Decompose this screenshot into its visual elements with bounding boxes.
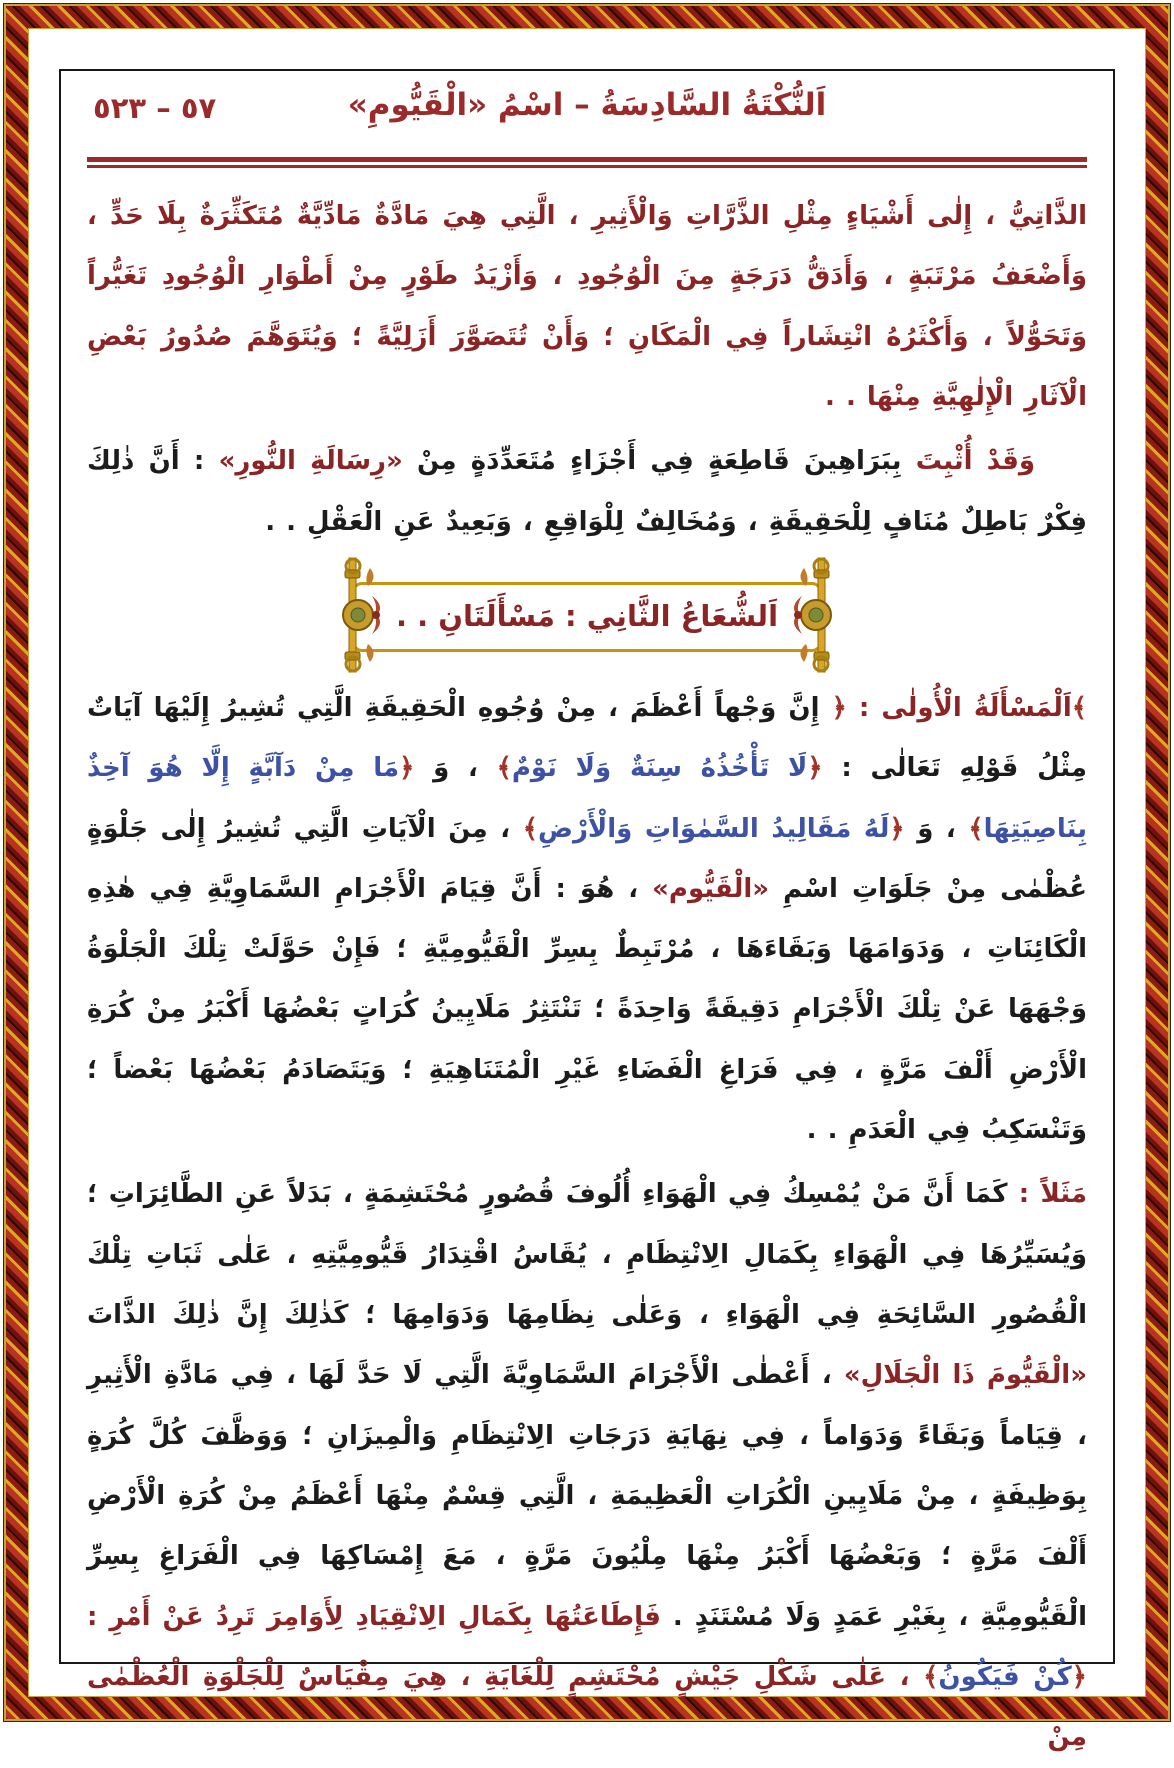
- text-segment-black: ، أَعْطٰى الْأَجْرَامَ السَّمَاوِيَّةَ الَّتِي لَا حَدَّ لَهَا ، فِي مَادَّةِ الْأَثِيرِ ، قِيَاماً وَبَقَاءً وَدَوَاماً ، فِي نِهَايَةِ دَرَجَاتِ الِانْتِظَامِ وَالْمِيزَانِ ؛ وَوَظَّفَ كُلَّ كُرَةٍ بِوَظِيفَةٍ ، مِنْ مَلَايِينِ الْكُرَاتِ الْعَظِيمَةِ ، الَّتِي قِسْمٌ مِنْهَا أَعْظَمُ مِنْ كُرَةِ الْأَرْضِ أَلْفَ مَرَّةٍ ؛ وَبَعْضُهَا أَكْبَرُ مِنْهَا مِلْيُونَ مَرَّةٍ ، مَعَ إِمْسَاكِهَا فِي الْفَرَاغِ بِسِرِّ الْقَيُّومِيَّةِ ، بِغَيْرِ عَمَدٍ وَلَا مُسْتَنَدٍ .: [87, 1360, 1087, 1632]
- text-segment-maroon: ، عَلٰى شَكْلِ جَيْشٍ مُحْتَشِمٍ لِلْغَايَةِ ، هِيَ مِقْيَاسٌ لِلْجَلْوَةِ الْعُظْمٰى مِنْ: [87, 1661, 1087, 1753]
- text-segment-maroon: «رِسَالَةِ النُّورِ»: [218, 446, 403, 477]
- content-area: [59, 69, 1115, 1753]
- text-segment-black: ، وَ: [414, 753, 497, 784]
- text-segment-maroon: وَقَدْ أُثْبِتَ: [901, 446, 1035, 477]
- text-segment-bracket: ﴿: [831, 692, 847, 723]
- floral-ornament-icon: [792, 556, 856, 678]
- body-paragraph: [87, 1164, 1087, 1767]
- text-segment-bracket: ﴿: [807, 753, 823, 784]
- text-segment-maroon: الذَّاتِيُّ ، إِلٰى أَشْيَاءٍ مِثْلِ الذَّرَّاتِ وَالْأَثِيرِ ، الَّتِي هِيَ مَادَّةٌ مَادِّيَّةٌ مُتَكَثِّرَةٌ بِلَا حَدٍّ ، وَأَضْعَفُ مَرْتَبَةٍ ، وَأَدَقُّ دَرَجَةٍ مِنَ الْوُجُودِ ، وَأَزْيَدُ طَوْرٍ مِنْ أَطْوَارِ الْوُجُودِ تَغَيُّراً وَتَحَوُّلاً ، وَأَكْثَرُهُ انْتِشَاراً فِي الْمَكَانِ ؛ وَأَنْ تُتَصَوَّرَ أَزَلِيَّةً ؛ وَيُتَوَهَّمَ صُدُورُ بَعْضِ الْآثَارِ الْإِلٰهِيَّةِ مِنْهَا . .: [87, 201, 1087, 412]
- text-segment-bracket: ﴿: [399, 753, 415, 784]
- header-rule: [87, 157, 1087, 168]
- text-segment-bracket: ﴾: [968, 813, 984, 844]
- text-segment-black: ، مِنَ الْآيَاتِ الَّتِي تُشِيرُ إِلٰى جَلْوَةٍ عُظْمٰى مِنْ جَلَوَاتِ اسْمِ: [87, 813, 1087, 904]
- text-segment-bracket: ﴾: [496, 753, 512, 784]
- body-paragraph: [87, 678, 1087, 1161]
- text-segment-blue: مَا مِنْ دَآبَّةٍ إِلَّا هُوَ آخِذٌ بِنَاصِيَتِهَا: [87, 753, 1087, 844]
- section-heading-frame: [352, 582, 822, 652]
- page-header: [87, 79, 1087, 145]
- body-paragraph: [87, 431, 1087, 552]
- header-rule-thin: [87, 165, 1087, 168]
- header-rule-thick: [87, 157, 1087, 162]
- text-segment-bracket: ﴾: [522, 813, 538, 844]
- page-title: اَلنُّكْتَةُ السَّادِسَةُ – اسْمُ «الْقَيُّومِ»: [347, 87, 827, 123]
- text-segment-black: بِبَرَاهِينَ قَاطِعَةٍ فِي أَجْزَاءٍ مُتَعَدِّدَةٍ مِنْ: [402, 446, 902, 477]
- text-segment-bracket: ﴿: [889, 813, 905, 844]
- floral-ornament-icon: [318, 556, 382, 678]
- text-segment-bracket: ﴾: [1071, 692, 1087, 723]
- page-sheet: [29, 29, 1145, 1753]
- text-segment-maroon: اَلْمَسْأَلَةُ الْأُولٰى :: [846, 692, 1072, 723]
- section-heading: اَلشُّعَاعُ الثَّانِي : مَسْأَلَتَانِ . .: [395, 598, 779, 633]
- page-number: ٥٧ – ٥٢٣: [93, 91, 217, 125]
- text-segment-maroon: فَإِطَاعَتُهَا بِكَمَالِ الِانْقِيَادِ لِأَوَامِرَ تَرِدُ عَنْ أَمْرِ :: [87, 1601, 661, 1632]
- body-paragraph: [87, 186, 1087, 427]
- text-segment-bracket: ﴿: [1071, 1661, 1088, 1692]
- text-segment-maroon: «الْقَيُّوم»: [652, 873, 770, 904]
- section-heading-box: [352, 582, 822, 652]
- text-segment-maroon: مَثَلاً :: [1007, 1179, 1087, 1210]
- text-segment-blue: لَا تَأْخُذُهُ سِنَةٌ وَلَا نَوْمٌ: [511, 753, 808, 784]
- text-segment-black: ، وَ: [904, 813, 969, 844]
- text-segment-black: ، هُوَ : أَنَّ قِيَامَ الْأَجْرَامِ السَّمَاوِيَّةِ فِي هٰذِهِ الْكَائِنَاتِ ، وَدَوَامَهَا وَبَقَاءَهَا ، مُرْتَبِطٌ بِسِرِّ الْقَيُّومِيَّةِ ؛ فَإِنْ حَوَّلَتْ تِلْكَ الْجَلْوَةُ وَجْهَهَا عَنْ تِلْكَ الْأَجْرَامِ دَقِيقَةً وَاحِدَةً ؛ تَنْتَثِرُ مَلَايِينُ كُرَاتٍ بَعْضُهَا أَكْبَرُ مِنْ كُرَةِ الْأَرْضِ أَلْفَ مَرَّةٍ ، فِي فَرَاغِ الْفَضَاءِ غَيْرِ الْمُتَنَاهِيَةِ ؛ وَيَتَصَادَمُ بَعْضُهَا بَعْضاً ؛ وَتَنْسَكِبُ فِي الْعَدَمِ . .: [87, 873, 1087, 1146]
- text-segment-bracket: ﴾: [923, 1661, 939, 1692]
- text-segment-black: : أَنَّ ذٰلِكَ فِكْرٌ بَاطِلٌ مُنَافٍ لِلْحَقِيقَةِ ، وَمُخَالِفٌ لِلْوَاقِعِ ، وَبَعِيدٌ عَنِ الْعَقْلِ . .: [87, 446, 1087, 537]
- text-segment-black: كَمَا أَنَّ مَنْ يُمْسِكُ فِي الْهَوَاءِ أُلُوفَ قُصُورٍ مُحْتَشِمَةٍ ، بَدَلاً عَنِ الطَّائِرَاتِ ؛ وَيُسَيِّرُهَا فِي الْهَوَاءِ بِكَمَالِ الِانْتِظَامِ ، يُقَاسُ اقْتِدَارُ قَيُّومِيَّتِهِ ، عَلٰى ثَبَاتِ تِلْكَ الْقُصُورِ السَّائِحَةِ فِي الْهَوَاءِ ، وَعَلٰى نِظَامِهَا وَدَوَامِهَا ؛ كَذٰلِكَ إِنَّ ذٰلِكَ الذَّاتَ: [87, 1179, 1087, 1330]
- text-segment-maroon: «الْقَيُّومَ ذَا الْجَلَالِ»: [843, 1360, 1087, 1391]
- text-segment-blue: كُنْ فَيَكُونُ: [938, 1661, 1072, 1692]
- text-segment-blue: لَهُ مَقَالِيدُ السَّمٰوَاتِ وَالْأَرْضِ: [537, 813, 890, 844]
- text-segment-black: إِنَّ وَجْهاً أَعْظَمَ ، مِنْ وُجُوهِ الْحَقِيقَةِ الَّتِي تُشِيرُ إِلَيْهَا آيَاتٌ مِثْلُ قَوْلِهِ تَعَالٰى :: [87, 692, 1087, 784]
